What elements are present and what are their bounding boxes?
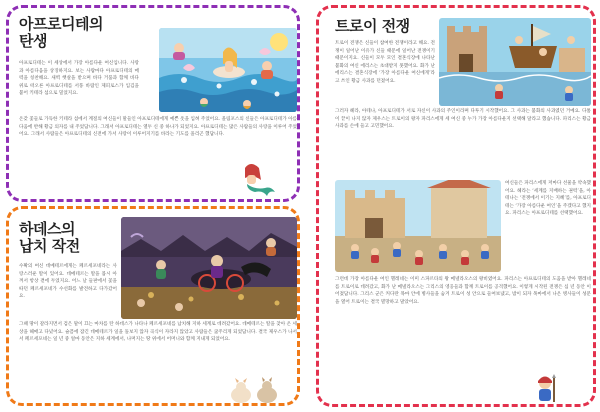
- troy-body-a: 트로이 전쟁은 신들이 참여한 전쟁이라고 해요. 전쟁이 일어난 이유가 신들 때문에 일어난 전쟁이기 때문이지요. 신들이 모두 모인 결혼식장에 나타난 불화의 여신 에리스는 초대받지 못했어요. 화가 난 에리스는 결혼식장에 ‘가장 아름다운 여신에게’라고 쓰인 황금 사과를 던졌어요.: [335, 41, 435, 84]
- hades-body-side: 수확의 여신 데메테르에게는 페르세포네라는 사랑스러운 딸이 있어요. 데메테르는 딸을 몹시 아껴서 항상 곁에 두었지요. 어느 날 들판에서 꽃을 따던 페르세포네가 수선화를 발견하고 다가갔어요.: [19, 264, 117, 300]
- aphrodite-body-bottom: 온갖 꽃들로 가득한 키테라 섬에서 계절의 여신들이 말들인 아프로디테에게 예쁜 옷을 입혀 주었어요. 올림포스의 신들은 아프로디테가 아름다움에 반해 황금 의자를 내 주었답니다. 그래서 아프로디테는 열두 신 중 하나가 되었지요. 아프로디테는 많은 사람들의 사랑을 이루어 주었어요. 그래서 사람들은 아프로디테의 신전에 가서 사랑이 이루어지기를 바라는 기도를 올리곤 했답니다.: [19, 117, 297, 138]
- hades-illustration: [121, 217, 297, 319]
- aphrodite-article: [6, 5, 300, 202]
- aphrodite-title-line2: 탄생: [19, 32, 47, 51]
- aphrodite-title: [19, 16, 103, 51]
- soldier-illustration: [525, 374, 565, 404]
- aphrodite-title-line1: 아프로디테의: [19, 15, 103, 33]
- aphrodite-illustration: [159, 28, 297, 112]
- hades-title-line2: 납치 작전: [19, 237, 80, 256]
- hades-title-line1: 하데스의: [19, 220, 75, 238]
- troy-title: 트로이 전쟁: [335, 17, 410, 35]
- troy-top-illustration: [439, 18, 591, 106]
- troy-middle-illustration: [335, 180, 501, 272]
- aphrodite-body-top: 아프로디테는 이 세상에서 가장 아름다운 여신입니다. 사랑과 아름다움을 상징하지요. 보는 사람마다 아프로디테의 매력을 칭찬해요. 새벽 햇살을 받으며 바다 거품과 함께 바다 위로 떠오른 아프로디테를 서풍 바람인 제피로스가 입김을 불어 키테라 섬으로 밀었지요.: [19, 61, 139, 97]
- hades-body-bottom: 그때 땅이 갈라지면서 검은 말이 끄는 마차를 탄 하데스가 나타나 페르세포네를 납치해 지하 세계로 데려갔어요. 데메테르는 딸을 찾아 온 세상을 헤매고 다녔어요. 슬픔에 잠긴 데메테르가 일을 돌보지 않자 곡식이 자라지 않았고 사람들은 굶주리게 되었답니다. 결국 제우스가 나서서 페르세포네는 일 년 중 얼마 동안은 지하 세계에서, 나머지는 땅 위에서 어머니와 함께 지내게 되었어요.: [19, 322, 297, 343]
- troy-body-c: 여신들은 파리스에게 저마다 선물을 약속했어요. 헤라는 ‘세계를 지배하는 권력’을, 아테나는 ‘전쟁에서 이기는 지혜’를, 아프로디테는 ‘가장 아름다운 여인’을 주겠다고 했지요. 파리스는 아프로디테를 선택했어요.: [505, 181, 591, 217]
- troy-body-b: 그러자 헤라, 아테나, 아프로디테가 서로 자신이 사과의 주인이라며 다투기 시작했어요. 그 사과는 불화의 사과였던 거예요. 다툼이 끝이 나지 않자 제우스는 트로이의 왕자 파리스에게 세 여신 중 누가 가장 아름다운지 선택해 달라고 했습니다. 파리스는 황금 사과를 손에 들고 고민했어요.: [335, 109, 591, 130]
- mermaid-illustration: [235, 160, 279, 200]
- troy-article: [316, 5, 596, 407]
- animal-illustration: [225, 377, 285, 405]
- troy-body-d: 그런데 가장 아름다운 여인 헬레네는 이미 스파르타의 왕 메넬라오스의 왕비였어요. 파리스는 아프로디테의 도움을 받아 헬레네를 트로이로 데려갔고, 화가 난 메넬라오스는 그리스의 영웅들과 함께 트로이를 공격했어요. 이렇게 시작된 전쟁은 십 년 동안 이어졌답니다. 그리스 군은 커다란 목마 안에 병사들을 숨겨 트로이 성 안으로 들여보냈고, 밤이 되자 목마에서 나온 병사들이 성문을 열어 트로이는 결국 멸망하고 말았어요.: [335, 277, 591, 305]
- hades-article: [6, 206, 300, 406]
- hades-title: [19, 221, 80, 256]
